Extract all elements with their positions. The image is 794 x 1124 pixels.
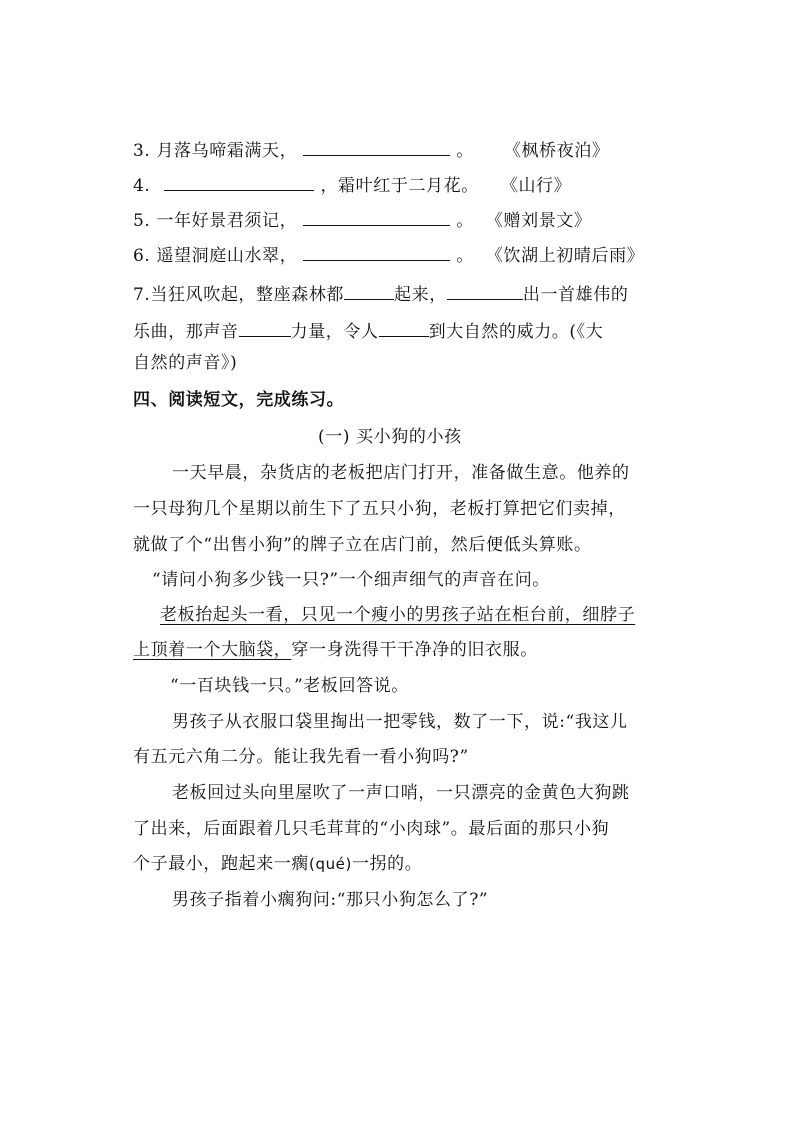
answer-blank[interactable] — [303, 244, 450, 261]
poem-text: 月落乌啼霜满天， — [156, 141, 298, 161]
poem-line-4 — [133, 174, 571, 197]
answer-blank[interactable] — [239, 320, 291, 337]
question-7-line-3 — [133, 352, 237, 374]
poem-text: 。 — [456, 141, 474, 161]
paragraph-text: 男孩子指着小瘸狗问:“那只小狗怎么了?” — [172, 890, 489, 910]
paragraph-text: 穿一身洗得干干净净的旧衣服。 — [291, 640, 538, 660]
paragraph-1-line-1 — [172, 462, 630, 484]
poem-title: 《山行》 — [500, 176, 572, 196]
paragraph-text: “请问小狗多少钱一只?”一个细声细气的声音在问。 — [152, 570, 550, 590]
question-7-line-1 — [133, 283, 628, 306]
poem-number: 6. — [133, 246, 151, 266]
poem-number: 4. — [133, 176, 151, 196]
question-text: 自然的声音》) — [133, 353, 238, 373]
paragraph-text: 男孩子从衣服口袋里掏出一把零钱，数了一下，说:“我这儿 — [172, 712, 628, 732]
paragraph-6-line-2 — [133, 818, 609, 840]
poem-title: 《饮湖上初晴后雨》 — [485, 246, 645, 266]
paragraph-text: 老板回过头向里屋吹了一声口哨，一只漂亮的金黄色大狗跳 — [172, 783, 630, 803]
paragraph-4 — [170, 675, 409, 697]
poem-title: 《赠刘景文》 — [485, 211, 592, 231]
question-text: 到大自然的威力。(《大 — [428, 322, 604, 342]
paragraph-7 — [172, 889, 488, 911]
paragraph-6-line-3 — [133, 853, 422, 875]
poem-text: ，霜叶红于二月花。 — [320, 176, 479, 196]
answer-blank[interactable] — [344, 283, 394, 300]
poem-text: 。 — [456, 211, 474, 231]
paragraph-1-line-3 — [133, 534, 592, 556]
paragraph-5-line-2 — [133, 746, 469, 768]
passage-title — [318, 426, 462, 448]
paragraph-text: 个子最小，跑起来一瘸 — [133, 854, 309, 874]
poem-text: 遥望洞庭山水翠， — [156, 246, 298, 266]
section-heading — [133, 389, 344, 411]
paragraph-text: 一只母狗几个星期以前生下了五只小狗，老板打算把它们卖掉， — [133, 499, 626, 519]
paragraph-text: 一拐的。 — [351, 854, 423, 874]
paragraph-text: 一天早晨，杂货店的老板把店门打开，准备做生意。他养的 — [172, 463, 630, 483]
question-text: 起来， — [394, 285, 447, 305]
paragraph-3-line-2 — [133, 639, 538, 661]
paragraph-text: 了出来，后面跟着几只毛茸茸的“小肉球”。最后面的那只小狗 — [133, 819, 610, 839]
poem-line-5 — [133, 209, 592, 232]
section-heading-text: 四、阅读短文，完成练习。 — [133, 390, 345, 410]
paragraph-6-line-1 — [172, 782, 630, 804]
paragraph-2 — [152, 569, 550, 591]
paragraph-text: 就做了个“出售小狗”的牌子立在店门前，然后便低头算账。 — [133, 535, 592, 555]
underlined-text: 老板抬起头一看，只见一个瘦小的男孩子站在柜台前，细脖子 — [160, 605, 636, 625]
question-text: 力量，令人 — [290, 322, 379, 342]
underlined-text: 上顶着一个大脑袋， — [133, 640, 292, 660]
question-text: 出一首雄伟的 — [522, 285, 629, 305]
paragraph-3-line-1 — [160, 604, 635, 626]
question-text: 7.当狂风吹起，整座森林都 — [133, 285, 345, 305]
paragraph-5-line-1 — [172, 711, 628, 733]
poem-text: 一年好景君须记， — [156, 211, 298, 231]
poem-line-6 — [133, 244, 644, 267]
answer-blank[interactable] — [447, 283, 523, 300]
pinyin-annotation: (qué) — [309, 855, 352, 873]
answer-blank[interactable] — [303, 209, 450, 226]
passage-title-text: (一) 买小狗的小孩 — [318, 427, 462, 447]
question-text: 乐曲，那声音 — [133, 322, 239, 342]
paragraph-text: 有五元六角二分。能让我先看一看小狗吗?” — [133, 747, 469, 767]
question-7-line-2 — [133, 320, 603, 343]
answer-blank[interactable] — [379, 320, 429, 337]
paragraph-1-line-2 — [133, 498, 626, 520]
poem-text: 。 — [456, 246, 474, 266]
answer-blank[interactable] — [164, 174, 314, 191]
answer-blank[interactable] — [303, 139, 450, 156]
poem-title: 《枫桥夜泊》 — [503, 141, 610, 161]
poem-line-3 — [133, 139, 610, 162]
poem-number: 3. — [133, 141, 151, 161]
poem-number: 5. — [133, 211, 151, 231]
paragraph-text: “一百块钱一只。”老板回答说。 — [170, 676, 409, 696]
